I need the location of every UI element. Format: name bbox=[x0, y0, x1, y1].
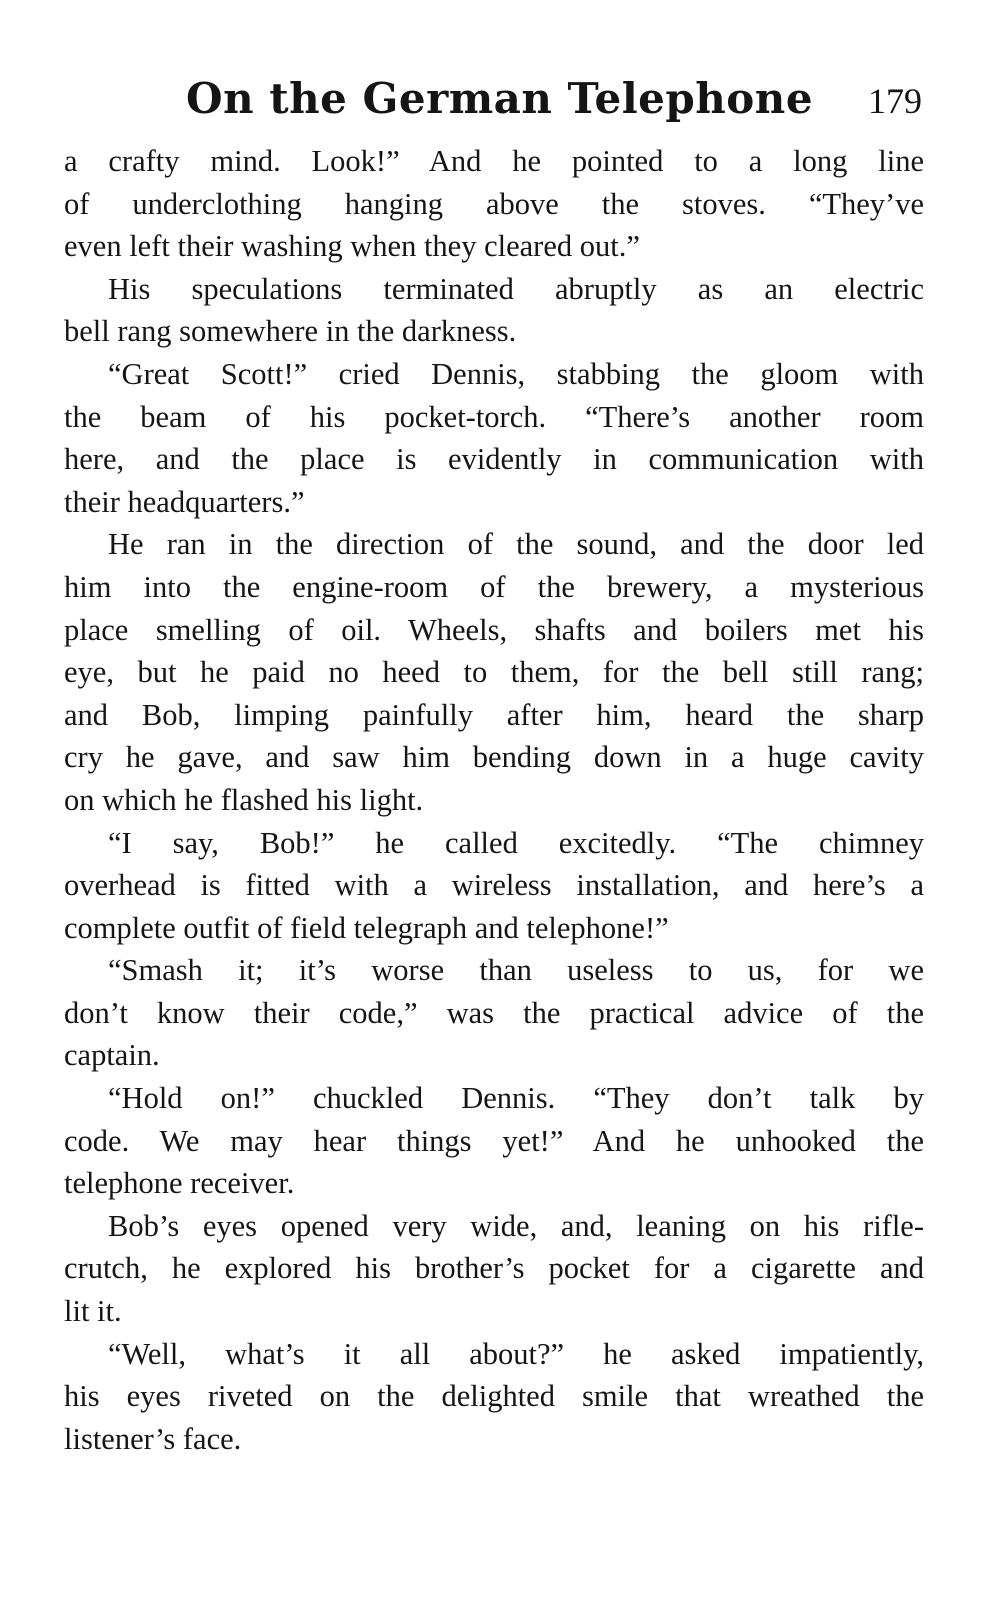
text-line: listener’s face. bbox=[64, 1421, 242, 1456]
text-line: eye, but he paid no heed to them, for the bell still rang; bbox=[64, 655, 924, 690]
text-line: telephone receiver. bbox=[64, 1166, 295, 1201]
body-text bbox=[64, 140, 924, 1460]
text-line: cry he gave, and saw him bending down in a huge cavity bbox=[64, 740, 924, 775]
text-line: overhead is fitted with a wireless installation, and here’s a bbox=[64, 868, 924, 903]
text-line: and Bob, limping painfully after him, heard the sharp bbox=[64, 697, 924, 732]
text-line: “Well, what’s it all about?” he asked impatiently, bbox=[108, 1336, 924, 1371]
text-line: bell rang somewhere in the darkness. bbox=[64, 314, 517, 349]
text-line: here, and the place is evidently in communication with bbox=[64, 442, 924, 477]
text-line: him into the engine-room of the brewery, a mysterious bbox=[64, 569, 924, 604]
text-line: on which he flashed his light. bbox=[64, 782, 424, 817]
text-line: place smelling of oil. Wheels, shafts and boilers met his bbox=[64, 612, 924, 647]
page-number: 179 bbox=[868, 81, 922, 121]
text-line: “Great Scott!” cried Dennis, stabbing the gloom with bbox=[108, 356, 924, 391]
text-line: complete outfit of field telegraph and telephone!” bbox=[64, 910, 669, 945]
text-line: “Smash it; it’s worse than useless to us, for we bbox=[108, 953, 924, 988]
text-line: a crafty mind. Look!” And he pointed to a long line bbox=[64, 144, 924, 178]
text-line: even left their washing when they cleared out.” bbox=[64, 229, 640, 264]
text-line: lit it. bbox=[64, 1294, 122, 1329]
text-line: don’t know their code,” was the practical advice of the bbox=[64, 995, 924, 1030]
text-line: his eyes riveted on the delighted smile that wreathed the bbox=[64, 1379, 924, 1414]
text-line: “Hold on!” chuckled Dennis. “They don’t talk by bbox=[108, 1081, 924, 1116]
text-line: He ran in the direction of the sound, and the door led bbox=[108, 527, 924, 562]
text-line: code. We may hear things yet!” And he unhooked the bbox=[64, 1123, 924, 1158]
text-line: the beam of his pocket-torch. “There’s another room bbox=[64, 399, 924, 434]
text-line: captain. bbox=[64, 1038, 160, 1073]
text-line: their headquarters.” bbox=[64, 484, 305, 519]
text-line: “I say, Bob!” he called excitedly. “The chimney bbox=[108, 825, 924, 860]
text-line: His speculations terminated abruptly as an electric bbox=[108, 271, 924, 306]
text-line: of underclothing hanging above the stoves. “They’ve bbox=[64, 186, 924, 221]
running-head bbox=[186, 74, 922, 134]
text-line: Bob’s eyes opened very wide, and, leaning on his rifle- bbox=[108, 1208, 924, 1243]
text-line: crutch, he explored his brother’s pocket for a cigarette and bbox=[64, 1251, 924, 1286]
chapter-title: On the German Telephone bbox=[186, 74, 814, 123]
